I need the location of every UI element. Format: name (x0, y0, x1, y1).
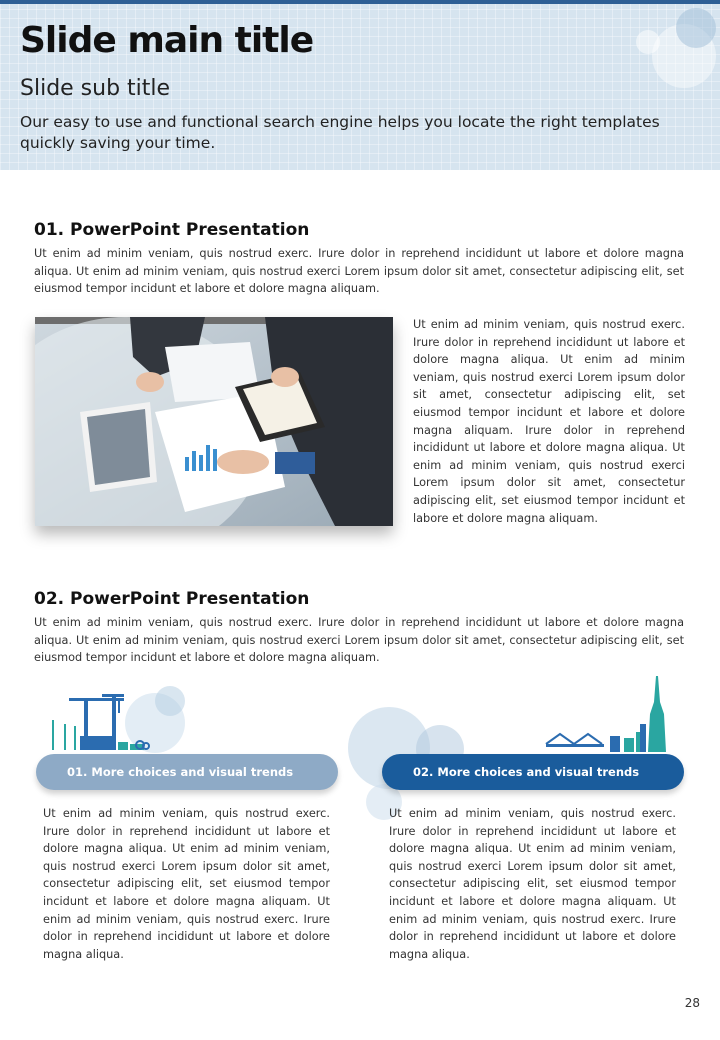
header-intro-text: Our easy to use and functional search engine helps you locate the right templates quickly saving your time. (20, 113, 660, 152)
choice-1-text: Ut enim ad minim veniam, quis nostrud exerc. Irure dolor in reprehend incididunt ut labore et dolore magna aliqua. Ut enim ad minim veniam, quis nostrud exerci Lorem ipsum dolor sit amet, consectetur adipiscing elit, set eiusmod tempor incidunt et labore et dolore magna aliquam. Ut enim ad minim veniam, quis nostrud exerc. Irure dolor in reprehend incididunt ut labore et dolore magna aliqua. (43, 807, 330, 961)
section-1-title: 01. PowerPoint Presentation (34, 220, 310, 240)
choice-label-2-text: 02. More choices and visual trends (413, 765, 640, 779)
page-number: 28 (684, 996, 700, 1010)
section-1-side-text: Ut enim ad minim veniam, quis nostrud exerc. Irure dolor in reprehend incididunt ut labore et dolore magna aliqua. Ut enim ad minim veniam, quis nostrud exerci Lorem ipsum dolor sit amet, consectetur adipiscing elit, set eiusmod tempor incidunt et labore et dolore magna aliquam. Irure dolor in reprehend incididunt ut labore et dolore magna aliqua. Ut enim ad minim veniam, quis nostrud exerci Lorem ipsum dolor sit amet, consectetur adipiscing elit, set eiusmod tempor incidunt et labore et dolore magna aliquam. (413, 318, 685, 525)
section-2-title: 02. PowerPoint Presentation (34, 589, 310, 609)
decorative-bubble-icon (155, 686, 185, 716)
business-meeting-illustration-icon (35, 317, 393, 526)
business-meeting-photo (35, 317, 393, 526)
header-band (0, 0, 720, 170)
decorative-bubble-icon (636, 30, 660, 54)
decorative-bubble-icon (676, 8, 716, 48)
choice-2-text: Ut enim ad minim veniam, quis nostrud exerc. Irure dolor in reprehend incididunt ut labore et dolore magna aliqua. Ut enim ad minim veniam, quis nostrud exerci Lorem ipsum dolor sit amet, consectetur adipiscing elit, set eiusmod tempor incidunt et labore et dolore magna aliquam. Ut enim ad minim veniam, quis nostrud exerc. Irure dolor in reprehend incididunt ut labore et dolore magna aliqua. (389, 807, 676, 961)
page-subtitle: Slide sub title (20, 76, 171, 101)
section-1-paragraph: Ut enim ad minim veniam, quis nostrud exerc. Irure dolor in reprehend incididunt ut labore et dolore magna aliqua. Ut enim ad minim veniam, quis nostrud exerci Lorem ipsum dolor sit amet, consectetur adipiscing elit, set eiusmod tempor incidunt et labore et dolore magna aliquam. (34, 247, 684, 295)
choice-label-1 (36, 754, 338, 790)
choice-label-1-text: 01. More choices and visual trends (67, 765, 294, 779)
section-2-paragraph: Ut enim ad minim veniam, quis nostrud exerc. Irure dolor in reprehend incididunt ut labore et dolore magna aliqua. Ut enim ad minim veniam, quis nostrud exerci Lorem ipsum dolor sit amet, consectetur adipiscing elit, set eiusmod tempor incidunt et labore et dolore magna aliquam. (34, 616, 684, 664)
page-title: Slide main title (20, 20, 314, 61)
construction-cranes-icon (44, 690, 154, 754)
choice-label-2 (382, 754, 684, 790)
top-accent-bar (0, 0, 720, 4)
city-skyline-icon (544, 672, 672, 754)
